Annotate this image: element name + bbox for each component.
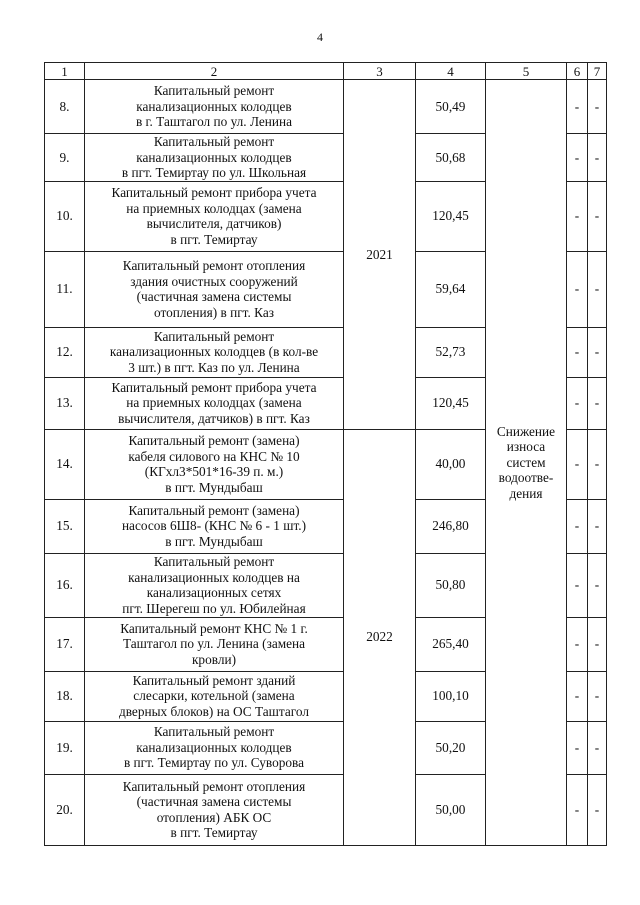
description-line: Капитальный ремонт отопления	[122, 778, 306, 794]
header-cell: 4	[416, 63, 486, 80]
description-line: (КГхл3*501*16-39 п. м.)	[144, 464, 284, 479]
description-line: (частичная замена системы	[136, 794, 292, 809]
year-cell-2022: 2022	[344, 429, 416, 845]
description-line: канализационных колодцев	[136, 739, 292, 755]
row-number: 11.	[45, 251, 85, 327]
row-amount: 120,45	[416, 181, 486, 251]
row-description	[85, 721, 344, 774]
description-line: Капитальный ремонт зданий	[132, 672, 296, 688]
header-cell: 2	[85, 63, 344, 80]
row-number: 12.	[45, 327, 85, 377]
description-line: в пгт. Темиртау по ул. Суворова	[123, 755, 305, 771]
row-amount: 50,80	[416, 553, 486, 617]
description-line: в г. Таштагол по ул. Ленина	[135, 114, 293, 130]
column-7-value: -	[588, 251, 607, 327]
row-number: 19.	[45, 721, 85, 774]
description-line: Капитальный ремонт	[153, 328, 275, 344]
row-description	[85, 80, 344, 134]
description-line: Капитальный ремонт отопления	[122, 258, 306, 273]
row-number: 18.	[45, 671, 85, 721]
header-cell: 6	[567, 63, 588, 80]
column-6-value: -	[567, 377, 588, 429]
description-line: Капитальный ремонт (замена)	[128, 502, 300, 518]
description-line: Капитальный ремонт	[153, 83, 275, 99]
row-number: 8.	[45, 80, 85, 134]
row-amount: 50,20	[416, 721, 486, 774]
description-line: канализационных колодцев на	[128, 569, 300, 585]
header-cell: 3	[344, 63, 416, 80]
description-line: в пгт. Темиртау по ул. Школьная	[121, 165, 307, 180]
column-6-value: -	[567, 134, 588, 182]
description-line: канализационных сетях	[146, 585, 282, 600]
row-number: 20.	[45, 774, 85, 845]
row-amount: 100,10	[416, 671, 486, 721]
row-description	[85, 181, 344, 251]
page-number: 4	[317, 30, 323, 44]
row-amount: 265,40	[416, 617, 486, 671]
description-line: канализационных колодцев (в кол-ве	[109, 344, 319, 360]
row-amount: 50,00	[416, 774, 486, 845]
description-line: отопления) АБК ОС	[156, 809, 272, 825]
row-description	[85, 429, 344, 499]
row-description	[85, 671, 344, 721]
table-row	[45, 80, 607, 134]
description-line: в пгт. Мундыбаш	[165, 479, 263, 495]
description-line: в пгт. Темиртау	[170, 231, 258, 247]
row-amount: 246,80	[416, 499, 486, 553]
row-number: 15.	[45, 499, 85, 553]
row-description	[85, 774, 344, 845]
column-6-value: -	[567, 429, 588, 499]
column-7-value: -	[588, 429, 607, 499]
result-cell	[486, 80, 567, 846]
column-7-value: -	[588, 327, 607, 377]
description-line: Капитальный ремонт	[153, 134, 275, 149]
description-line: вычислителя, датчиков) в пгт. Каз	[118, 410, 310, 426]
row-description	[85, 553, 344, 617]
column-6-value: -	[567, 181, 588, 251]
description-line: Капитальный ремонт	[153, 554, 275, 569]
column-7-value: -	[588, 721, 607, 774]
header-cell: 5	[486, 63, 567, 80]
description-line: Капитальный ремонт прибора учета	[111, 379, 317, 395]
column-6-value: -	[567, 251, 588, 327]
column-7-value: -	[588, 774, 607, 845]
row-number: 17.	[45, 617, 85, 671]
column-6-value: -	[567, 774, 588, 845]
column-6-value: -	[567, 721, 588, 774]
description-line: Капитальный ремонт прибора учета	[111, 185, 317, 200]
description-line: в пгт. Темиртау	[170, 825, 258, 840]
column-6-value: -	[567, 553, 588, 617]
description-line: Капитальный ремонт (замена)	[128, 433, 300, 448]
description-line: вычислителя, датчиков)	[146, 216, 282, 231]
row-number: 10.	[45, 181, 85, 251]
description-line: насосов 6Ш8- (КНС № 6 - 1 шт.)	[121, 518, 307, 534]
row-description	[85, 617, 344, 671]
description-line: слесарки, котельной (замена	[133, 688, 295, 704]
result-line: систем	[506, 454, 546, 470]
row-number: 9.	[45, 134, 85, 182]
header-cell: 1	[45, 63, 85, 80]
column-6-value: -	[567, 499, 588, 553]
column-7-value: -	[588, 671, 607, 721]
description-line: отопления) в пгт. Каз	[154, 304, 274, 320]
result-line: Снижение	[496, 423, 556, 439]
column-7-value: -	[588, 377, 607, 429]
column-6-value: -	[567, 80, 588, 134]
description-line: здания очистных сооружений	[130, 273, 298, 289]
description-line: кабеля силового на КНС № 10	[128, 448, 300, 464]
description-line: канализационных колодцев	[136, 98, 292, 114]
description-line: кровли)	[191, 651, 237, 667]
row-amount: 52,73	[416, 327, 486, 377]
column-6-value: -	[567, 671, 588, 721]
description-line: на приемных колодцах (замена	[126, 200, 302, 216]
description-line: (частичная замена системы	[136, 289, 292, 304]
column-7-value: -	[588, 80, 607, 134]
column-6-value: -	[567, 327, 588, 377]
column-7-value: -	[588, 553, 607, 617]
row-number: 16.	[45, 553, 85, 617]
column-7-value: -	[588, 499, 607, 553]
capital-repair-table	[44, 62, 607, 846]
description-line: Капитальный ремонт КНС № 1 г.	[120, 620, 308, 636]
header-row	[45, 63, 607, 80]
year-cell-2021: 2021	[344, 80, 416, 430]
result-line: водоотве-	[498, 470, 554, 485]
header-cell: 7	[588, 63, 607, 80]
description-line: дверных блоков) на ОС Таштагол	[118, 703, 310, 719]
row-amount: 50,68	[416, 134, 486, 182]
row-description	[85, 327, 344, 377]
result-line: износа	[506, 439, 546, 454]
description-line: в пгт. Мундыбаш	[165, 533, 263, 549]
description-line: пгт. Шерегеш по ул. Юбилейная	[122, 600, 306, 616]
row-description	[85, 134, 344, 182]
row-amount: 40,00	[416, 429, 486, 499]
row-amount: 59,64	[416, 251, 486, 327]
row-number: 13.	[45, 377, 85, 429]
column-6-value: -	[567, 617, 588, 671]
description-line: Капитальный ремонт	[153, 724, 275, 740]
column-7-value: -	[588, 134, 607, 182]
description-line: канализационных колодцев	[136, 149, 292, 165]
row-description	[85, 377, 344, 429]
row-description	[85, 251, 344, 327]
column-7-value: -	[588, 181, 607, 251]
row-number: 14.	[45, 429, 85, 499]
row-amount: 50,49	[416, 80, 486, 134]
description-line: на приемных колодцах (замена	[126, 395, 302, 411]
row-description	[85, 499, 344, 553]
description-line: 3 шт.) в пгт. Каз по ул. Ленина	[128, 359, 300, 375]
row-amount: 120,45	[416, 377, 486, 429]
description-line: Таштагол по ул. Ленина (замена	[122, 636, 306, 652]
result-line: дения	[509, 485, 543, 501]
column-7-value: -	[588, 617, 607, 671]
